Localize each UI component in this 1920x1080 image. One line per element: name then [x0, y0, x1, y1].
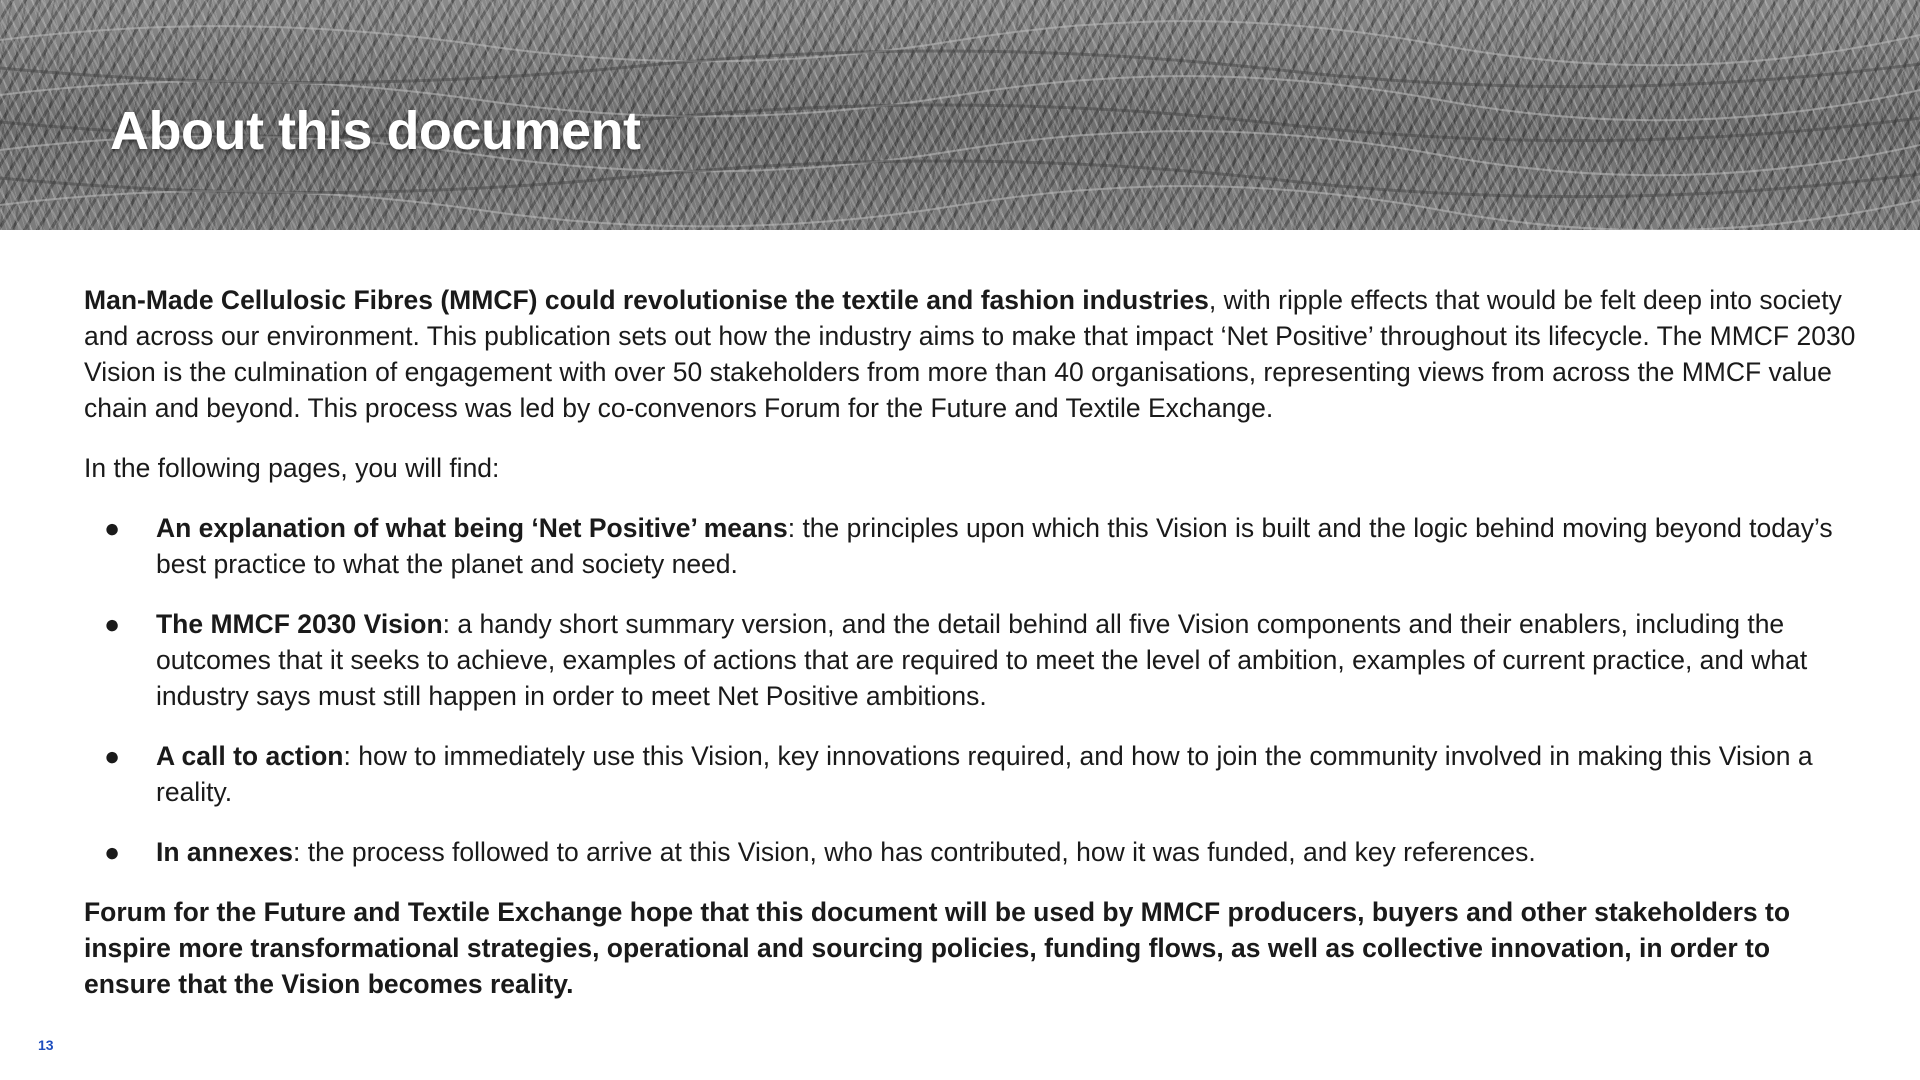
- bullet-icon: ●: [104, 609, 121, 639]
- document-body: [84, 282, 1864, 1026]
- page-title: About this document: [110, 101, 641, 161]
- intro-text: , with ripple effects that would be felt deep into society and across our environment. This publication sets out how the industry aims to make that impact ‘Net Positive’ throughout its lifecycle. The MMCF 2030 Vision is the culmination of engagement with over 50 stakeholders from more than 40 organisations, representing views from across the MMCF value chain and beyond. This process was led by co-convenors Forum for the Future and Textile Exchange.: [84, 285, 1856, 423]
- bullet-icon: ●: [104, 741, 121, 771]
- intro-bold-lead: Man-Made Cellulosic Fibres (MMCF) could revolutionise the textile and fashion industries: [84, 285, 1209, 315]
- intro-paragraph: [84, 282, 1864, 426]
- bullet-icon: ●: [104, 513, 121, 543]
- list-item-text: : the principles upon which this Vision is built and the logic behind moving beyond today’s best practice to what the planet and society need.: [156, 513, 1833, 579]
- contents-list: [84, 510, 1864, 870]
- list-item-heading: The MMCF 2030 Vision: [156, 609, 443, 639]
- list-item: [84, 510, 1864, 582]
- page-number: 13: [38, 1037, 54, 1053]
- list-item-text: : how to immediately use this Vision, key innovations required, and how to join the community involved in making this Vision a reality.: [156, 741, 1813, 807]
- bullet-icon: ●: [104, 837, 121, 867]
- closing-statement: Forum for the Future and Textile Exchange hope that this document will be used by MMCF producers, buyers and other stakeholders to inspire more transformational strategies, operational and sourcing policies, funding flows, as well as collective innovation, in order to ensure that the Vision becomes reality.: [84, 897, 1791, 999]
- list-item-heading: In annexes: [156, 837, 293, 867]
- list-item-heading: A call to action: [156, 741, 344, 771]
- list-item-heading: An explanation of what being ‘Net Positive’ means: [156, 513, 788, 543]
- following-intro: In the following pages, you will find:: [84, 453, 500, 483]
- list-item: [84, 834, 1864, 870]
- list-item-text: : the process followed to arrive at this Vision, who has contributed, how it was funded, and key references.: [292, 837, 1536, 867]
- list-item-text: : a handy short summary version, and the detail behind all five Vision components and their enablers, including the outcomes that it seeks to achieve, examples of actions that are required to meet the level of ambition, examples of current practice, and what industry says must still happen in order to meet Net Positive ambitions.: [156, 609, 1808, 711]
- list-item: [84, 738, 1864, 810]
- header-banner-fibre-image: [0, 0, 1920, 230]
- list-item: [84, 606, 1864, 714]
